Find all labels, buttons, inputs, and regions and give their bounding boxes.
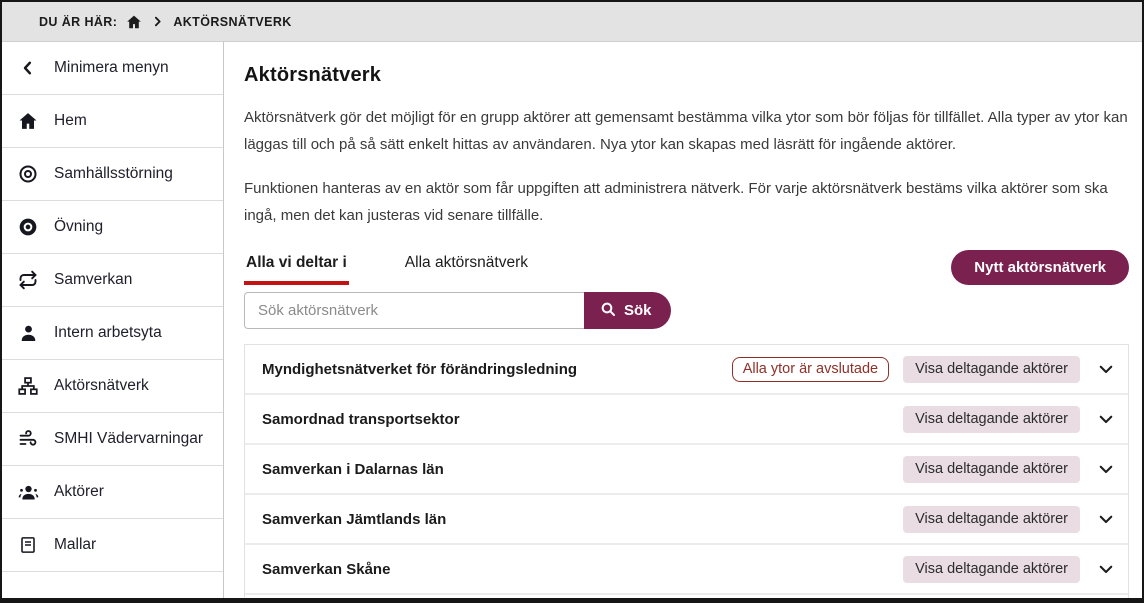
breadcrumb-current: AKTÖRSNÄTVERK [173, 14, 292, 29]
wind-icon [17, 429, 39, 449]
network-name: Samverkan i Dalarnas län [262, 460, 444, 478]
chevron-down-icon[interactable] [1097, 510, 1115, 528]
sidebar-item-minimera-menyn[interactable] [2, 42, 223, 95]
network-row[interactable] [245, 395, 1128, 445]
sidebar-item-smhi-vadervarningar[interactable] [2, 413, 223, 466]
show-actors-button[interactable]: Visa deltagande aktörer [903, 356, 1080, 383]
home-icon [17, 111, 39, 131]
home-icon[interactable] [126, 14, 142, 30]
people-icon [17, 482, 39, 503]
main-content [224, 42, 1142, 598]
chevron-down-icon[interactable] [1097, 560, 1115, 578]
network-name: Samverkan Skåne [262, 560, 391, 578]
sidebar-item-label: Hem [54, 112, 87, 129]
sitemap-icon [17, 376, 39, 396]
network-row[interactable] [245, 495, 1128, 545]
show-actors-button[interactable]: Visa deltagande aktörer [903, 406, 1080, 433]
chevron-left-icon [17, 59, 39, 77]
new-network-button[interactable]: Nytt aktörsnätverk [951, 250, 1129, 285]
network-name: Samordnad transportsektor [262, 410, 460, 428]
sidebar-item-label: Aktörer [54, 483, 104, 500]
sidebar-item-samhallsstorning[interactable] [2, 148, 223, 201]
sidebar-item-label: Aktörsnätverk [54, 377, 149, 394]
sidebar-item-label: Övning [54, 218, 104, 235]
intro-paragraph-1: Aktörsnätverk gör det möjligt för en grupp aktörer att gemensamt bestämma vilka ytor som bör följas för tillfället. Alla typer av ytor kan läggas till och på så sätt enkelt hittas av användaren. Nya ytor kan skapas med läsrätt för ingående aktörer. [244, 109, 1128, 153]
page-title: Aktörsnätverk [244, 64, 382, 86]
person-icon [17, 324, 39, 343]
sidebar-item-label: Samhällsstörning [54, 165, 173, 182]
breadcrumb-label: DU ÄR HÄR: [39, 14, 118, 29]
network-name: Samverkan Jämtlands län [262, 510, 447, 528]
show-actors-button[interactable]: Visa deltagande aktörer [903, 456, 1080, 483]
chevron-down-icon[interactable] [1097, 360, 1115, 378]
chevron-right-icon [151, 15, 164, 28]
tab-alla-aktorsnatverk[interactable]: Alla aktörsnätverk [404, 254, 528, 271]
search-input[interactable] [244, 292, 584, 329]
search-button-label: Sök [624, 302, 652, 319]
tabs-row [244, 250, 1129, 285]
sidebar-item-intern-arbetsyta[interactable] [2, 307, 223, 360]
sidebar-item-aktorsnatverk[interactable] [2, 360, 223, 413]
network-list [244, 344, 1129, 598]
breadcrumb [2, 2, 1142, 42]
sidebar-item-label: Mallar [54, 536, 97, 553]
search-button[interactable] [584, 292, 671, 329]
search-icon [600, 301, 616, 321]
document-icon [17, 536, 39, 554]
show-actors-button[interactable]: Visa deltagande aktörer [903, 556, 1080, 583]
chevron-down-icon[interactable] [1097, 410, 1115, 428]
intro-paragraph-2: Funktionen hanteras av en aktör som får uppgiften att administrera nätverk. För varje aktörsnätverk bestäms vilka aktörer som ska ingå, men det kan justeras vid senare tillfälle. [244, 180, 1108, 224]
search-bar [244, 292, 1129, 329]
sidebar-item-samverkan[interactable] [2, 254, 223, 307]
repeat-icon [17, 270, 39, 290]
sidebar [2, 42, 224, 598]
sidebar-item-mallar[interactable] [2, 519, 223, 572]
target-icon [17, 164, 39, 184]
sidebar-item-label: Minimera menyn [54, 59, 169, 76]
sidebar-item-label: Intern arbetsyta [54, 324, 162, 341]
disc-icon [17, 217, 39, 237]
network-row[interactable] [245, 445, 1128, 495]
network-name: Myndighetsnätverket för förändringsledning [262, 360, 578, 378]
status-badge: Alla ytor är avslutade [732, 357, 889, 382]
sidebar-item-label: Samverkan [54, 271, 133, 288]
network-row[interactable] [245, 345, 1128, 395]
chevron-down-icon[interactable] [1097, 460, 1115, 478]
sidebar-item-label: SMHI Vädervarningar [54, 430, 204, 447]
sidebar-item-ovning[interactable] [2, 201, 223, 254]
tab-alla-vi-deltar-i[interactable]: Alla vi deltar i [244, 250, 349, 285]
network-row[interactable] [245, 545, 1128, 595]
show-actors-button[interactable]: Visa deltagande aktörer [903, 506, 1080, 533]
sidebar-item-hem[interactable] [2, 95, 223, 148]
sidebar-item-aktorer[interactable] [2, 466, 223, 519]
